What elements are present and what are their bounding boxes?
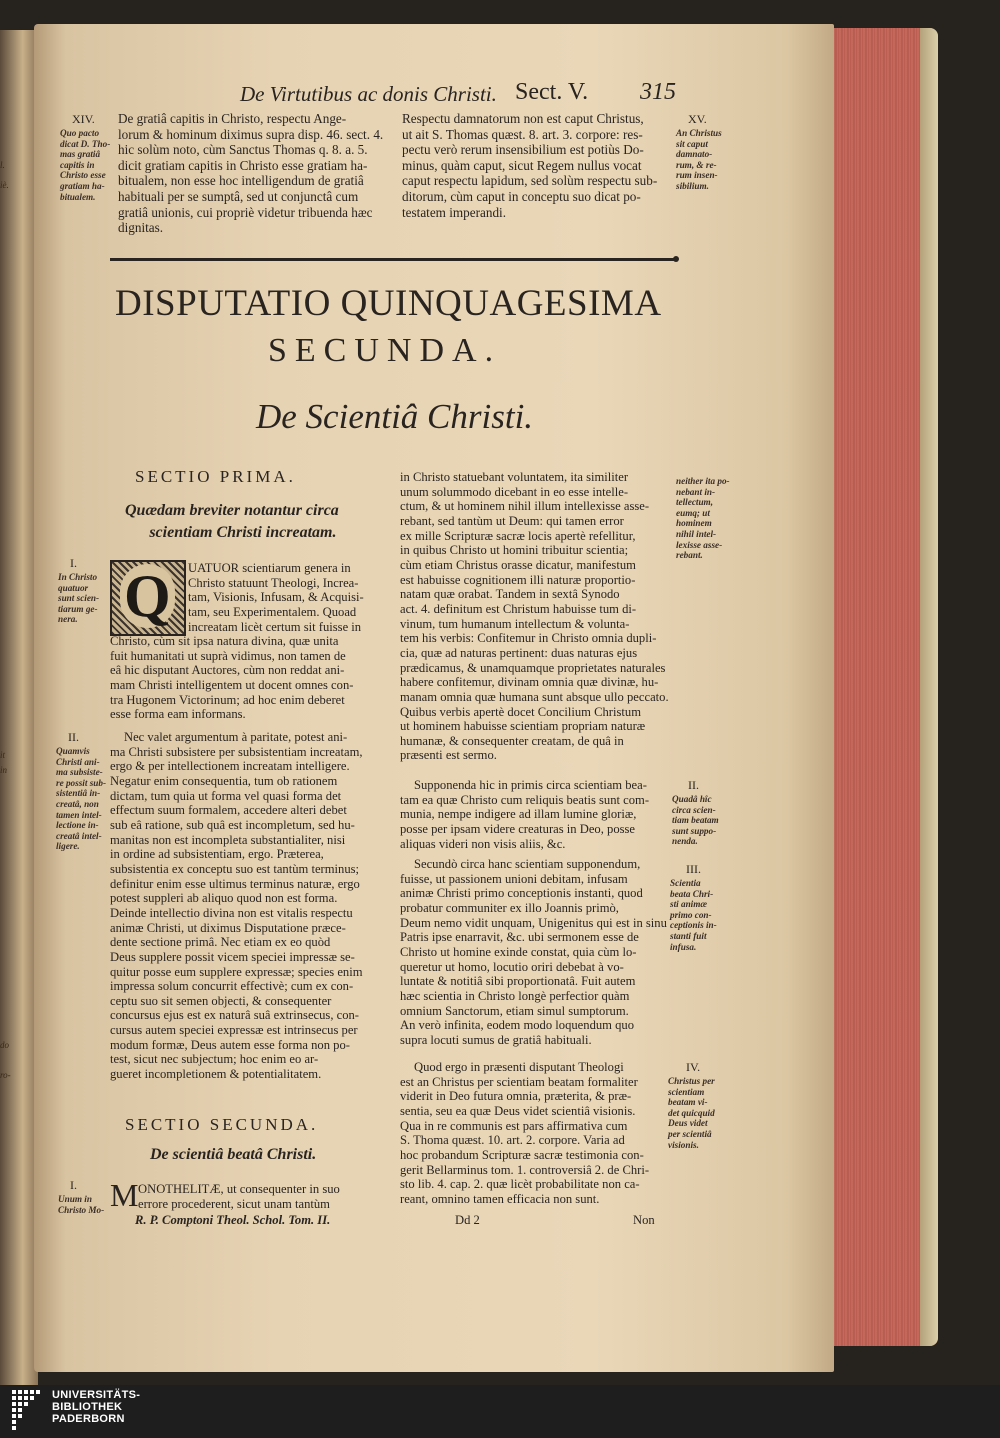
margin-number: II. xyxy=(68,730,79,744)
disputation-title-2: SECUNDA. xyxy=(268,332,502,369)
page-edge-red xyxy=(820,28,938,1346)
initial-letter-m: M xyxy=(110,1177,139,1213)
margin-note: Scientia beata Chri- sti animæ primo con- ceptionis in- stanti fuit infusa. xyxy=(670,878,717,952)
library-logo-icon xyxy=(10,1388,46,1434)
margin-number: I. xyxy=(70,556,77,570)
library-logo-text: UNIVERSITÄTS- BIBLIOTHEK PADERBORN xyxy=(52,1389,141,1425)
margin-number: XV. xyxy=(688,112,707,126)
margin-note: Quadâ hîc circa scien- tiam beatam sunt suppo- nenda. xyxy=(672,794,719,847)
paragraph-1: Christo, cùm sit ipsa natura divina, quæ unita fuit humanitati ut suprà vidimus, non tamen de eâ hic disputant Auctores, cùm non reddat ani- mam Christi intelligentem ut docent omnes con- tra Hugonem Victorinum; ad hoc enim deberet esse forma eam informans. xyxy=(110,634,354,722)
paragraph-2: Nec valet argumentum à paritate, potest ani- ma Christi subsistere per subsistentiam increatam, ergo & per intellectionem increatam intelligere. Negatur enim consequentia, tum ob rationem dictam, tum quia ut forma vel quasi forma det effectum suum formalem, accedere alteri debet sub eâ ratione, sub quâ est incompletum, sed hu- manitas non est incompleta substantialiter, nisi in ordine ad subsistentiam, ergo. Præterea, subsistentia ex conceptu suo est tantùm terminus; definitur enim esse ultimus terminus naturæ, ergo potest suppleri ab aliquo quod non est forma. Deinde intellectio divina non est vitalis respectu animæ Christi, ut diximus Disputatione præce- dente sectione primâ. Nec etiam ex eo quòd Deus supplere possit vicem speciei impressæ se- quitur posse eum supplere expressæ; species enim impressa solum concurrit effectivè; cum ex con- ceptu suo sit semen objecti, & consequenter concursus ejus est ex naturâ suâ extrinsecus, con- cursus autem speciei expressæ est intrinsecus per modum formæ, Deus autem esse forma non po- test, sicut nec subjectum; hoc enim eo ar- gueret incompletionem & potentialitatem. xyxy=(110,730,363,1082)
section-subtitle: De scientiâ beatâ Christi. xyxy=(150,1146,317,1163)
page-number: 315 xyxy=(640,79,676,105)
left-page-edge xyxy=(0,30,38,1385)
margin-number: II. xyxy=(688,778,699,792)
section-heading: SECTIO PRIMA. xyxy=(135,467,296,486)
margin-number: XIV. xyxy=(72,112,95,126)
left-fragment: it xyxy=(0,750,6,760)
section-label: Sect. V. xyxy=(515,79,589,105)
footer-signature: R. P. Comptoni Theol. Schol. Tom. II. xyxy=(135,1213,331,1227)
top-left-paragraph: De gratiâ capitis in Christo, respectu Ange- lorum & hominum diximus supra disp. 46. sect. 4. hic solùm noto, cùm Sanctus Thomas q. 8. a. 5. dicit gratiam capitis in Christo esse gratiam ha- bitualem, non esse hoc intelligendum de gratiâ habituali per se sumptâ, sed ut conjunctâ cum gratiâ unionis, cui propriè videtur tribuenda hæc dignitas. xyxy=(118,111,384,236)
catchword: Non xyxy=(633,1213,655,1227)
signature-mark: Dd 2 xyxy=(455,1213,480,1227)
left-fragment: iè. xyxy=(0,180,9,190)
margin-note: neither ita po- nebant in- tellectum, eumq; ut hominem nihil intel- lexisse asse- rebant. xyxy=(676,476,730,561)
top-right-paragraph: Respectu damnatorum non est caput Christus, ut ait S. Thomas quæst. 8. art. 3. corpore: res- pectu verò rerum insensibilium est potiùs Do- minus, quàm caput, sicut Regem nullus vocat caput respectu lapidum, sed solùm respectu sub- ditorum, cùm caput in conceptu suo dicat po- testatem imperandi. xyxy=(402,111,658,220)
margin-note: Quamvis Christi ani- ma subsiste- re possit sub- sistentiâ in- creatâ, non tamen intel- lectione in- creatâ intel- ligere. xyxy=(56,746,107,852)
margin-number: I. xyxy=(70,1178,77,1192)
margin-note: Christus per scientiam beatam vi- det quicquid Deus videt per scientiâ visionis. xyxy=(668,1076,715,1150)
margin-note: Unum in Christo Mo- xyxy=(58,1194,105,1215)
left-fragment: in xyxy=(0,765,8,775)
margin-note: Quo pacto dicat D. Tho- mas gratiâ capitis in Christo esse gratiam ha- bitualem. xyxy=(60,128,111,202)
running-title: De Virtutibus ac donis Christi. xyxy=(240,82,497,106)
left-fragment: ro- xyxy=(0,1070,11,1080)
margin-note: An Christus sit caput damnato- rum, & re- rum insen- sibilium. xyxy=(676,128,722,191)
section-heading: SECTIO SECUNDA. xyxy=(125,1115,319,1134)
right-paragraph-3: Secundò circa hanc scientiam supponendum, fuisse, ut passionem unioni debitam, infusam animæ Christi primo conceptionis instanti, quod probatur communiter ex illo Joannis primò, Deum nemo vidit unquam, Unigenitus qui est in sinu Patris ipse enarravit, &c. ubi sermonem esse de Christo ut homine exinde constat, quia cùm lo- queretur ut homo, locutio oriri debebat à vo- luntate & notitiâ sibi proportionatâ. Fuit autem hæc scientia in Christo longè perfectior quàm omnium Sanctorum, etiam simul sumptorum. An verò infinita, eodem modo loquendum quo supra locuti sumus de gratiâ habituali. xyxy=(400,857,667,1047)
left-fragment: do xyxy=(0,1040,9,1050)
horizontal-rule xyxy=(110,258,675,261)
decorated-initial: Q xyxy=(110,560,186,636)
right-paragraph-2: Supponenda hic in primis circa scientiam bea- tam ea quæ Christo cum reliquis beatis sunt com- munia, nempe indigere ad illam lumine gloriæ, posse per ipsam videre creaturas in Deo, posse aliquas videri non visis aliis, &c. xyxy=(400,778,650,851)
disputation-title: DISPUTATIO QUINQUAGESIMA xyxy=(115,283,662,324)
disputation-subject: De Scientiâ Christi. xyxy=(256,397,534,436)
paragraph-3: ONOTHELITÆ, ut consequenter in suo errore procederent, sicut unam tantùm xyxy=(138,1182,340,1211)
margin-note: In Christo quatuor sunt scien- tiarum ge- nera. xyxy=(58,572,100,625)
paragraph-1-indented: UATUOR scientiarum genera in Christo statuunt Theologi, Increa- tam, Visionis, Infusam, & Acquisi- tam, seu Experimentalem. Quoad increatam licèt certum sit fuisse in xyxy=(188,561,364,634)
section-subtitle: Quædam breviter notantur circa scientiam Christi increatam. xyxy=(125,502,339,541)
logo-bar xyxy=(0,1385,1000,1438)
margin-number: III. xyxy=(686,862,701,876)
right-paragraph-1: in Christo statuebant voluntatem, ita similiter unum solummodo dicebant in eo esse intelle- ctum, & ut hominem nihil illum intellexisse asse- rebant, sed tantùm ut Deum: qui tamen error ex mille Scripturæ sacræ locis apertè refellitur, in quibus Christo ut homini tribuitur scientia; cùm etiam Christus orasse dicatur, manifestum est habuisse cognitionem illi naturæ proportio- natam quæ orabat. Tandem in sextâ Synodo act. 4. definitum est Christum habuisse tum di- vinum, tum humanum intellectum & volunta- tem his verbis: Confitemur in Christo omnia dupli- cia, quæ ad naturas pertinent: duas naturas ejus prædicamus, & unamquamque proprietates naturales habere confitemur, divinam omnia quæ divinæ, hu- manam omnia quæ humana sunt absque ullo peccato. Quibus verbis apertè docet Concilium Christum ut hominem habuisse scientiam propriam naturæ humanæ, & consequenter creatam, de quâ in præsenti est sermo. xyxy=(400,470,669,763)
left-fragment: l. xyxy=(0,160,5,170)
right-paragraph-4: Quod ergo in præsenti disputant Theologi est an Christus per scientiam beatam formaliter viderit in Deo futura omnia, præterita, & præ- sentia, seu ea quæ Deus videt scientiâ visionis. Qua in re communis est pars affirmativa cum S. Thoma quæst. 10. art. 2. corpore. Varia ad hoc probandum Scripturæ sacræ testimonia con- gerit Bellarminus tom. 1. controversiâ 2. de Chri- sto lib. 4. cap. 2. quæ licèt probabilitate non ca- reant, omnino tamen efficacia non sunt. xyxy=(400,1060,650,1206)
margin-number: IV. xyxy=(686,1060,701,1074)
